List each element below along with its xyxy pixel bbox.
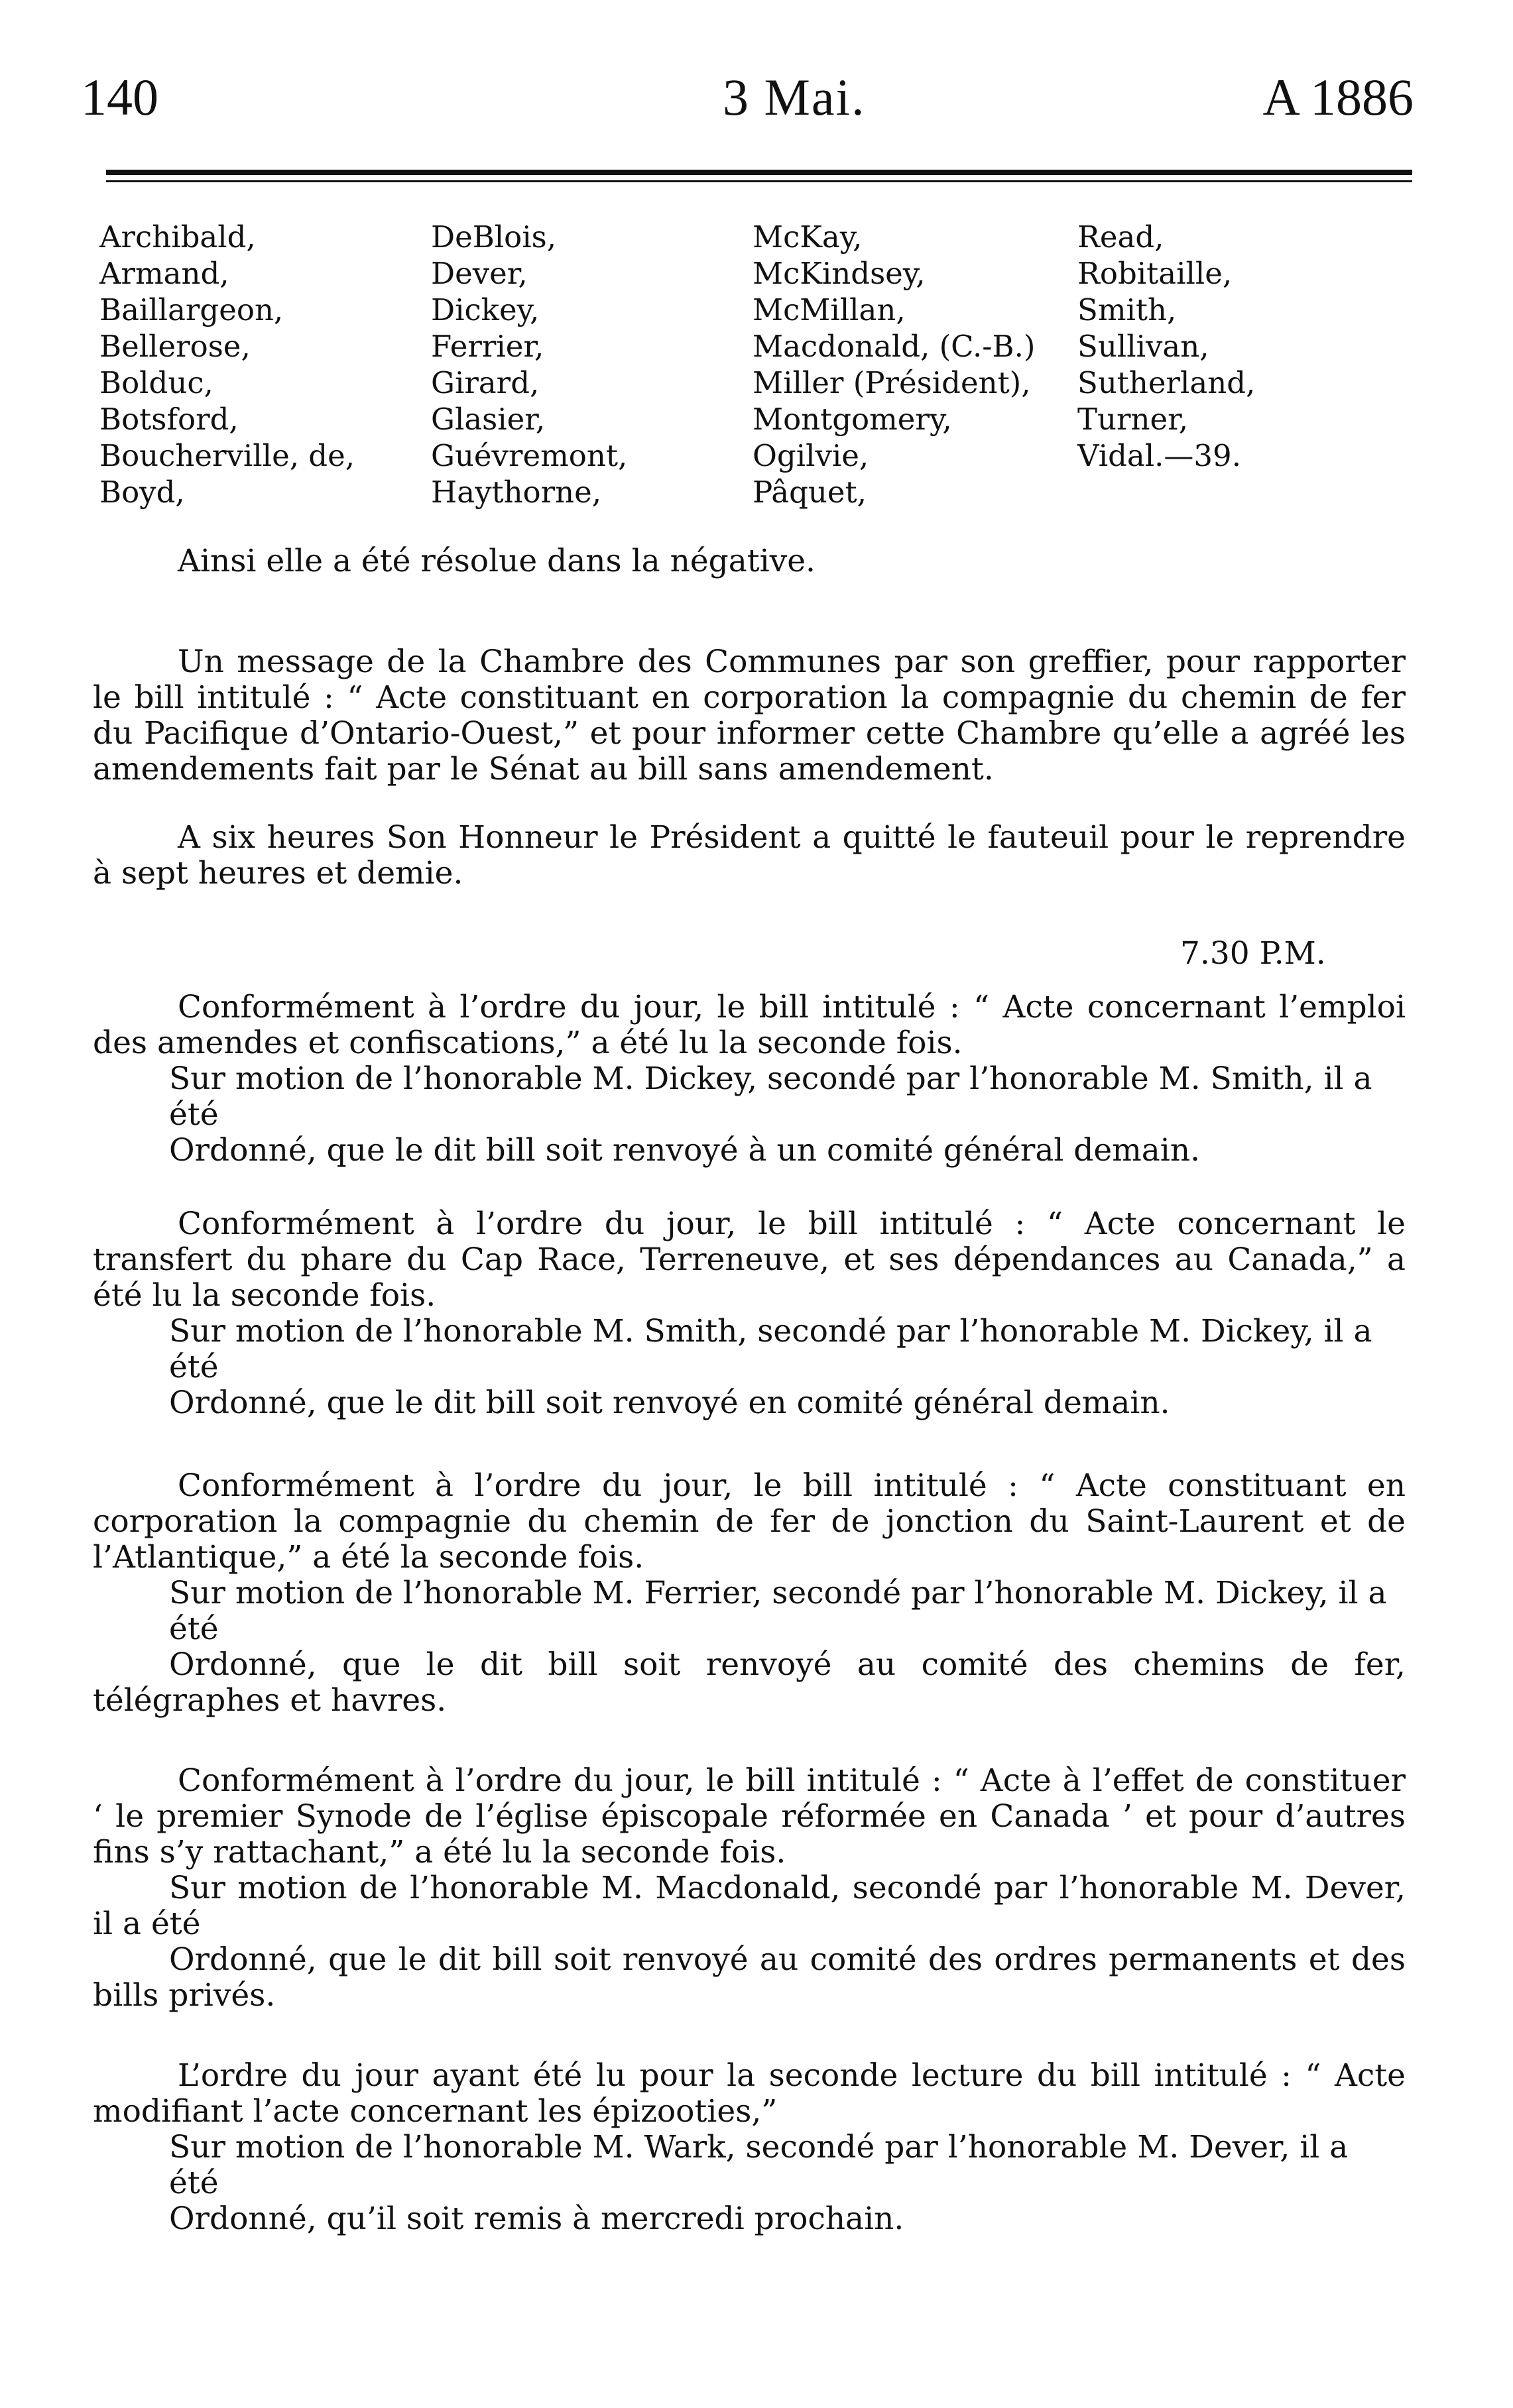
name-entry: Glasier, [431,402,546,437]
item-text: Conformément à l’ordre du jour, le bill intitulé : “ Acte concernant le transfert du phare du Cap Race, Terreneuve, et ses dépendances au Canada,” a été lu la seconde fois. [93,1206,1406,1314]
names-column-1 [99,219,355,510]
name-entry: Armand, [99,256,229,291]
name-entry: Botsford, [99,402,239,437]
name-entry: Baillargeon, [99,292,284,327]
item-order: Ordonné, que le dit bill soit renvoyé à un comité général demain. [169,1132,1201,1169]
evening-time: 7.30 P.M. [1180,935,1326,972]
header-rule-thick [106,170,1412,175]
name-entry: DeBlois, [431,219,557,255]
message-paragraph: Un message de la Chambre des Communes par son greffier, pour rapporter le bill intitulé : “ Acte constituant en corporation la compagnie du chemin de fer du Pacifique d’Ontario-Ouest,” et pour informer cette Chambre qu’elle a agréé les amendements fait par le Sénat au bill sans amendement. [93,644,1406,787]
name-entry: Dever, [431,256,528,291]
item-order: Ordonné, que le dit bill soit renvoyé au comité des ordres permanents et des bills privés. [93,1941,1406,2014]
name-entry: Miller (Président), [753,365,1031,400]
item-motion: Sur motion de l’honorable M. Smith, secondé par l’honorable M. Dickey, il a été [169,1313,1372,1385]
header-rule-thin [106,180,1412,182]
message-block [93,644,1406,787]
item-motion: Sur motion de l’honorable M. Ferrier, secondé par l’honorable M. Dickey, il a été [169,1575,1387,1647]
vote-result-block [93,544,1406,579]
name-entry: Vidal.—39. [1077,438,1241,473]
name-entry: Boyd, [99,475,185,510]
name-entry: McMillan, [753,292,906,327]
recess-block [93,820,1406,891]
name-entry: Guévremont, [431,438,628,473]
name-entry: Bellerose, [99,329,251,364]
item-text: Conformément à l’ordre du jour, le bill intitulé : “ Acte concernant l’emploi des amendes et confiscations,” a été lu la seconde fois. [93,989,1406,1061]
name-entry: Turner, [1077,402,1188,437]
name-entry: McKay, [753,219,863,255]
order-item-5 [93,2058,1406,2237]
name-entry: Sullivan, [1077,329,1209,364]
name-entry: Pâquet, [753,475,867,510]
order-item-4 [93,1763,1406,2014]
order-item-3 [93,1468,1406,1719]
page-number: 140 [81,68,158,126]
name-entry: Dickey, [431,292,540,327]
name-entry: McKindsey, [753,256,926,291]
page-date: 3 Mai. [723,68,866,126]
item-motion: Sur motion de l’honorable M. Wark, secondé par l’honorable M. Dever, il a été [169,2129,1349,2201]
names-column-3 [753,219,1035,510]
name-entry: Ogilvie, [753,438,869,473]
name-entry: Robitaille, [1077,256,1233,291]
item-order: Ordonné, qu’il soit remis à mercredi prochain. [169,2201,904,2237]
name-entry: Macdonald, (C.-B.) [753,329,1036,364]
name-entry: Bolduc, [99,365,213,400]
order-item-2 [93,1206,1406,1421]
name-entry: Ferrier, [431,329,544,364]
recess-paragraph: A six heures Son Honneur le Président a quitté le fauteuil pour le reprendre à sept heures et demie. [93,819,1406,891]
name-entry: Smith, [1077,292,1177,327]
item-order: Ordonné, que le dit bill soit renvoyé au comité des chemins de fer, télégraphes et havres. [93,1646,1406,1719]
order-item-1 [93,990,1406,1169]
item-text: Conformément à l’ordre du jour, le bill intitulé : “ Acte à l’effet de constituer ‘ le premier Synode de l’église épiscopale réformée en Canada ’ et pour d’autres fins s’y rattachant,” a été lu la seconde fois. [93,1762,1406,1870]
item-text: Conformément à l’ordre du jour, le bill intitulé : “ Acte constituant en corporation la compagnie du chemin de fer de jonction du Saint-Laurent et de l’Atlantique,” a été la seconde fois. [93,1467,1406,1576]
name-entry: Montgomery, [753,402,952,437]
name-entry: Sutherland, [1077,365,1256,400]
name-entry: Read, [1077,219,1164,255]
name-entry: Boucherville, de, [99,438,355,473]
names-column-2 [431,219,627,510]
name-entry: Girard, [431,365,540,400]
item-text: L’ordre du jour ayant été lu pour la seconde lecture du bill intitulé : “ Acte modifiant l’acte concernant les épizooties,” [93,2057,1406,2130]
item-motion: Sur motion de l’honorable M. Macdonald, secondé par l’honorable M. Dever, il a été [93,1870,1406,1942]
name-entry: Archibald, [99,219,256,255]
vote-result: Ainsi elle a été résolue dans la négative. [178,543,816,579]
item-order: Ordonné, que le dit bill soit renvoyé en comité général demain. [169,1385,1170,1421]
name-entry: Haythorne, [431,475,602,510]
names-column-4 [1077,219,1255,474]
page-year: A 1886 [1262,68,1414,126]
item-motion: Sur motion de l’honorable M. Dickey, secondé par l’honorable M. Smith, il a été [169,1061,1372,1133]
